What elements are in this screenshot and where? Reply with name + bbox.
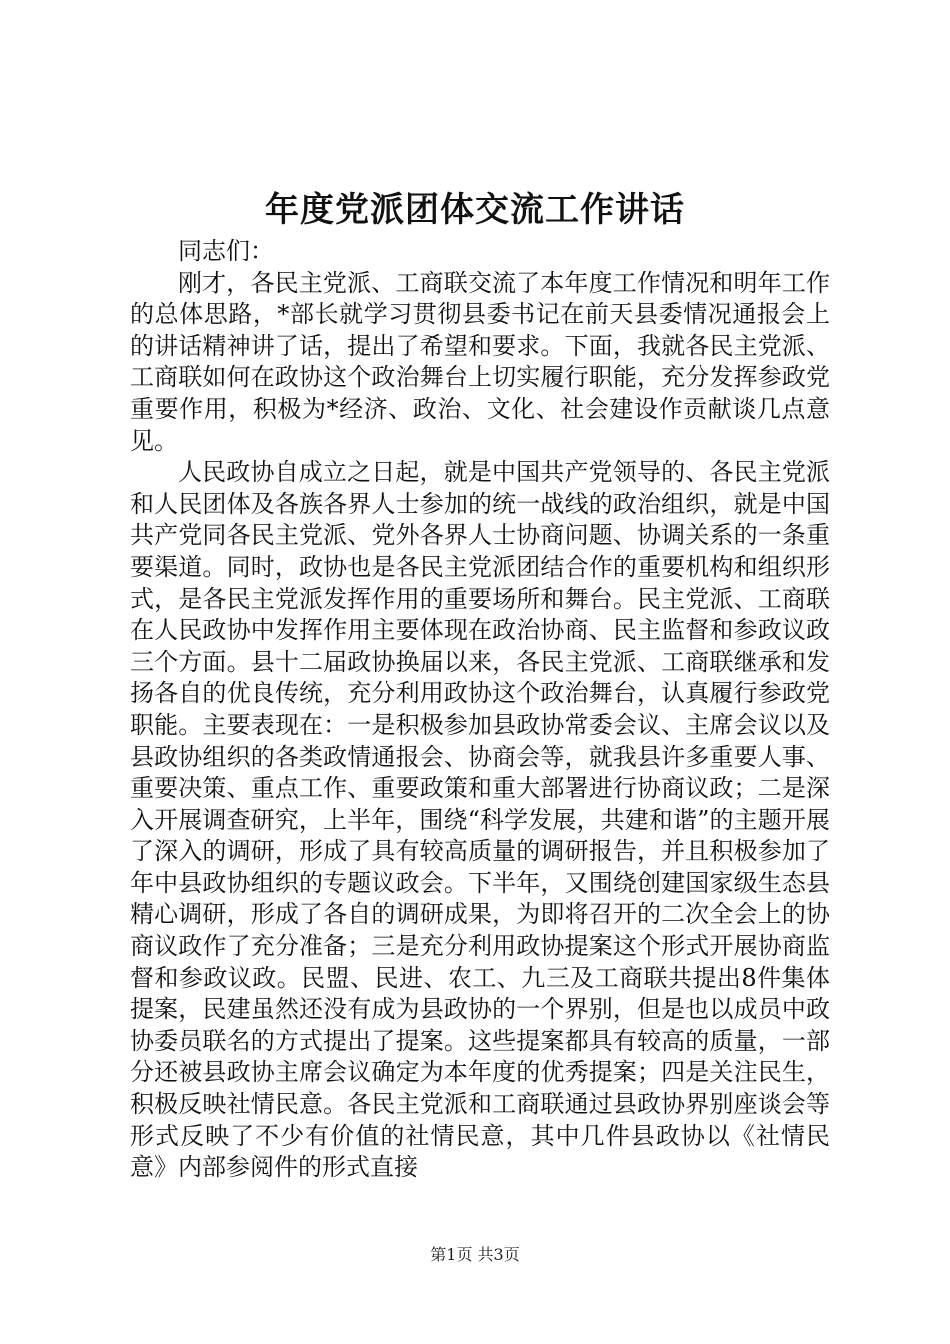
paragraph-2: 人民政协自成立之日起，就是中国共产党领导的、各民主党派和人民团体及各族各界人士参加的统一战线的政治组织，就是中国共产党同各民主党派、党外各界人士协商问题、协调关系的一条重要渠道。同时，政协也是各民主党派团结合作的重要机构和组织形式，是各民主党派发挥作用的重要场所和舞台。民主党派、工商联在人民政协中发挥作用主要体现在政治协商、民主监督和参政议政三个方面。县十二届政协换届以来，各民主党派、工商联继承和发扬各自的优良传统，充分利用政协这个政治舞台，认真履行参政党职能。主要表现在：一是积极参加县政协常委会议、主席会议以及县政协组织的各类政情通报会、协商会等，就我县许多重要人事、重要决策、重点工作、重要政策和重大部署进行协商议政；二是深入开展调查研究，上半年，围绕“科学发展，共建和谐”的主题开展了深入的调研，形成了具有较高质量的调研报告，并且积极参加了年中县政协组织的专题议政会。下半年，又围绕创建国家级生态县精心调研，形成了各自的调研成果，为即将召开的二次全会上的协商议政作了充分准备；三是充分利用政协提案这个形式开展协商监督和参政议政。民盟、民进、农工、九三及工商联共提出8件集体提案，民建虽然还没有成为县政协的一个界别，但是也以成员中政协委员联名的方式提出了提案。这些提案都具有较高的质量，一部分还被县政协主席会议确定为本年度的优秀提案；四是关注民生，积极反映社情民意。各民主党派和工商联通过县政协界别座谈会等形式反映了不少有价值的社情民意，其中几件县政协以《社情民意》内部参阅件的形式直接 <box>130 458 830 1182</box>
salutation: 同志们： <box>178 237 274 265</box>
document-body <box>130 236 830 1184</box>
document-title: 年度党派团体交流工作讲话 <box>265 190 685 230</box>
paragraph-1: 刚才，各民主党派、工商联交流了本年度工作情况和明年工作的总体思路，*部长就学习贯彻县委书记在前天县委情况通报会上的讲话精神讲了话，提出了希望和要求。下面，我就各民主党派、工商联如何在政协这个政治舞台上切实履行职能，充分发挥参政党重要作用，积极为*经济、政治、文化、社会建设作贡献谈几点意见。 <box>130 268 830 455</box>
page-footer: 第1页 共3页 <box>430 1245 520 1264</box>
